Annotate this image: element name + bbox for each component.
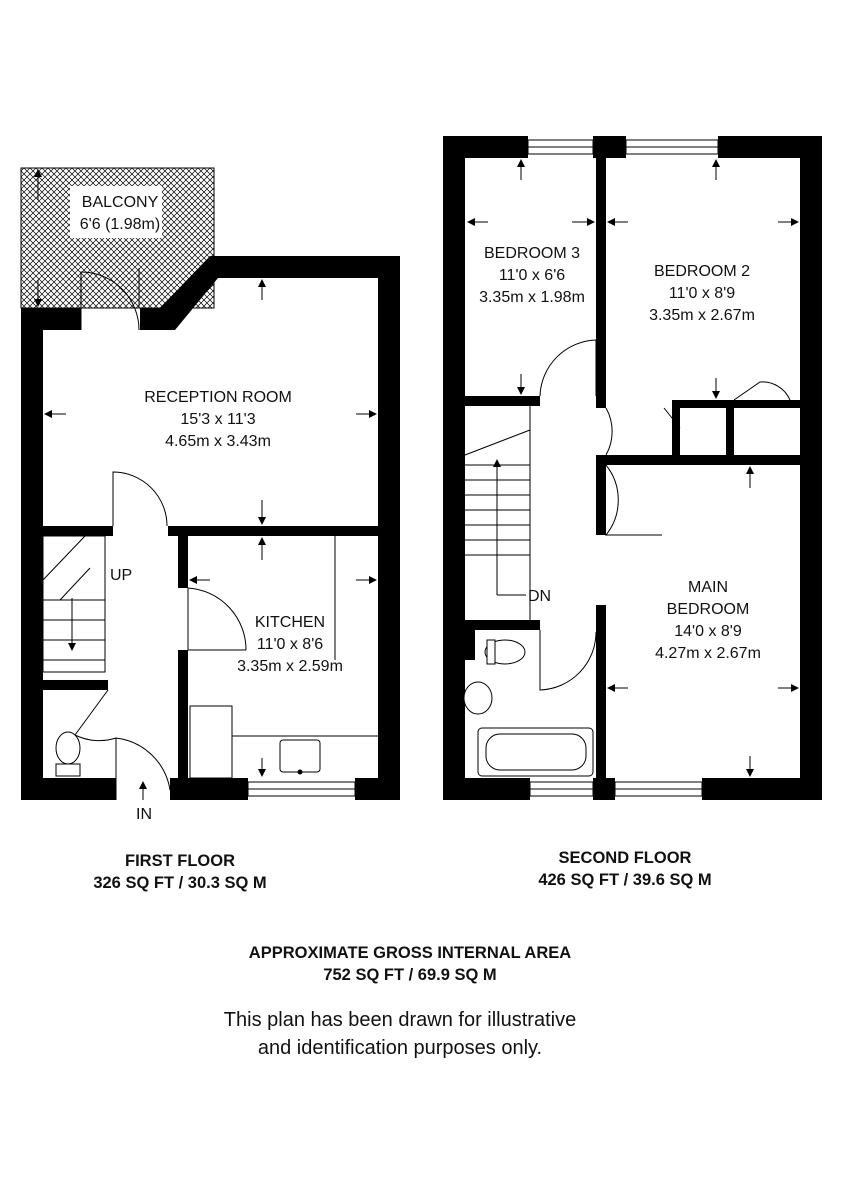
disclaimer-line-2: and identification purposes only. — [257, 1037, 543, 1059]
reception-metric: 4.65m x 3.43m — [165, 433, 271, 450]
second-floor-stairs — [465, 406, 530, 620]
kitchen-units — [190, 536, 378, 778]
kitchen-imperial: 11'0 x 8'6 — [256, 636, 324, 653]
first-floor-stairs — [43, 536, 105, 672]
reception-name: RECEPTION ROOM — [144, 389, 292, 406]
gross-area-caption — [200, 942, 620, 986]
main-bedroom-metric: 4.27m x 2.67m — [655, 645, 761, 662]
first-floor-walls — [21, 256, 400, 800]
bedroom3-name: BEDROOM 3 — [483, 245, 581, 262]
toilet-icon — [56, 732, 80, 764]
balcony-dims: 6'6 (1.98m) — [79, 216, 161, 233]
disclaimer-line-1: This plan has been drawn for illustrative — [223, 1009, 577, 1031]
bedroom2-imperial: 11'0 x 8'9 — [668, 285, 736, 302]
entrance-label: IN — [136, 806, 152, 823]
bedroom3-imperial: 11'0 x 6'6 — [498, 267, 566, 284]
second-floor-area: 426 SQ FT / 39.6 SQ M — [538, 871, 712, 889]
second-floor-walls — [443, 136, 822, 800]
main-bedroom-imperial: 14'0 x 8'9 — [674, 623, 742, 640]
bathroom-fixtures — [464, 640, 593, 776]
reception-imperial: 15'3 x 11'3 — [180, 411, 256, 428]
bedroom3-metric: 3.35m x 1.98m — [479, 289, 585, 306]
main-bedroom-name-1: MAIN — [688, 579, 728, 596]
disclaimer — [150, 1006, 650, 1062]
kitchen-metric: 3.35m x 2.59m — [237, 658, 343, 675]
bedroom2-metric: 3.35m x 2.67m — [649, 307, 755, 324]
kitchen-name: KITCHEN — [254, 614, 326, 631]
second-floor-title: SECOND FLOOR — [558, 849, 692, 867]
first-floor-title: FIRST FLOOR — [125, 852, 235, 870]
second-floor-caption — [510, 847, 740, 891]
second-floor-plan — [443, 136, 822, 800]
first-floor-caption — [80, 850, 280, 894]
first-floor-plan — [21, 168, 400, 823]
gross-area-value: 752 SQ FT / 69.9 SQ M — [323, 966, 497, 984]
bedroom2-name: BEDROOM 2 — [653, 263, 751, 280]
basin-icon — [464, 682, 492, 714]
main-bedroom-name-2: BEDROOM — [666, 601, 750, 618]
sink-icon — [280, 740, 320, 772]
balcony-name: BALCONY — [81, 194, 159, 211]
first-floor-area: 326 SQ FT / 30.3 SQ M — [93, 874, 267, 892]
stairs-up-label: UP — [110, 567, 133, 584]
gross-area-title: APPROXIMATE GROSS INTERNAL AREA — [248, 944, 572, 962]
stairs-down-label: DN — [528, 588, 552, 605]
